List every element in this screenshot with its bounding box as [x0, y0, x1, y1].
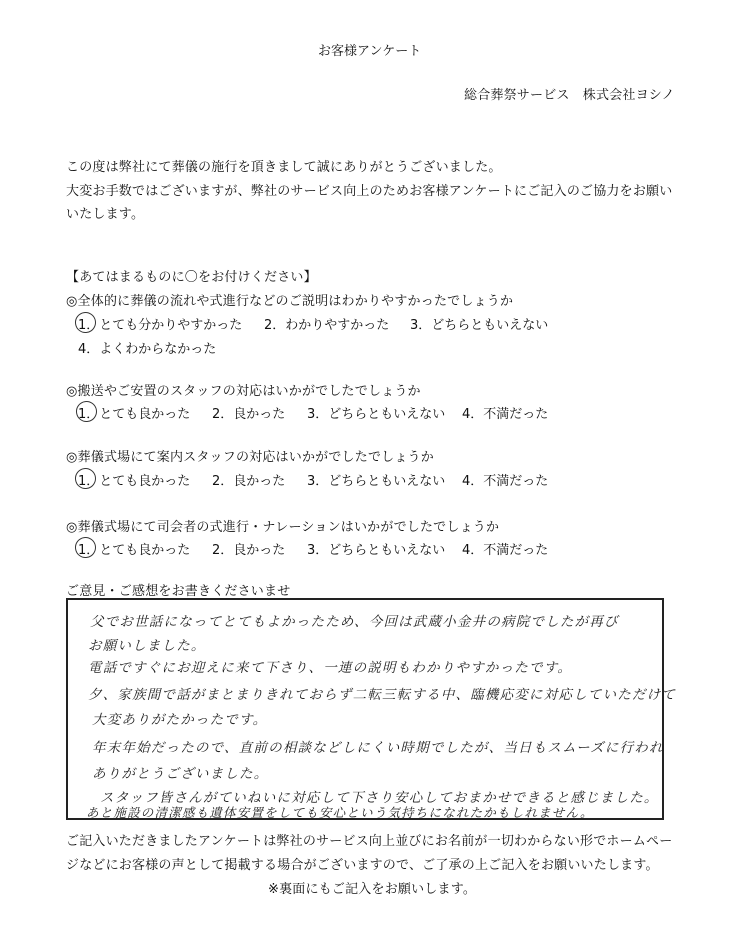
comment-line-2: お願いしました。 [88, 638, 206, 654]
q4-option-1[interactable]: 1．とても良かった [78, 543, 191, 558]
question-2-text: ◎搬送やご安置のスタッフの対応はいかがでしたでしょうか [66, 384, 421, 399]
comment-line-8: スタッフ皆さんがていねいに対応して下さり安心しておまかせできると感じました。 [100, 790, 659, 806]
question-3-text: ◎葬儀式場にて案内スタッフの対応はいかがでしたでしょうか [66, 450, 434, 465]
intro-line-1: この度は弊社にて葬儀の施行を頂きまして誠にありがとうございました。 [66, 160, 502, 175]
comment-line-3: 電話ですぐにお迎えに来て下さり、一連の説明もわかりやすかったです。 [88, 660, 573, 676]
q1-option-1[interactable]: 1．とても分かりやすかった [78, 318, 243, 333]
instruction: 【あてはまるものに〇をお付けください】 [66, 270, 317, 285]
q4-option-3[interactable]: 3．どちらともいえない [307, 543, 446, 558]
q2-option-3[interactable]: 3．どちらともいえない [307, 407, 446, 422]
q3-option-2[interactable]: 2．良かった [212, 474, 286, 489]
question-1-text: ◎全体的に葬儀の流れや式進行などのご説明はわかりやすかったでしょうか [66, 294, 514, 309]
footer-line-2: ジなどにお客様の声として掲載する場合がございますので、ご了承の上ご記入をお願いいたします。 [66, 858, 659, 873]
company-name: 総合葬祭サービス 株式会社ヨシノ [464, 88, 675, 103]
q4-option-4[interactable]: 4．不満だった [462, 543, 549, 558]
q1-option-3[interactable]: 3．どちらともいえない [410, 318, 549, 333]
comments-label: ご意見・ご感想をお書きくださいませ [66, 584, 291, 599]
comment-line-6: 年末年始だったので、直前の相談などしにくい時期でしたが、当日もスムーズに行われ [92, 740, 664, 756]
q1-option-2[interactable]: 2．わかりやすかった [264, 318, 390, 333]
comment-line-7: ありがとうございました。 [92, 766, 269, 782]
q3-option-3[interactable]: 3．どちらともいえない [307, 474, 446, 489]
intro-line-3: いたします。 [66, 207, 145, 222]
q2-option-1[interactable]: 1．とても良かった [78, 407, 191, 422]
comment-line-4: 夕、家族間で話がまとまりきれておらず二転三転する中、臨機応変に対応していただけて [88, 687, 676, 703]
comment-line-5: 大変ありがたかったです。 [92, 712, 268, 728]
comment-line-1: 父でお世話になってとてもよかったため、今回は武蔵小金井の病院でしたが再び [90, 614, 619, 630]
intro-line-2: 大変お手数ではございますが、弊社のサービス向上のためお客様アンケートにご記入のご協力をお願い [66, 184, 673, 199]
q2-option-4[interactable]: 4．不満だった [462, 407, 549, 422]
back-note: ※裏面にもご記入をお願いします。 [268, 882, 477, 897]
q3-option-1[interactable]: 1．とても良かった [78, 474, 191, 489]
question-4-text: ◎葬儀式場にて司会者の式進行・ナレーションはいかがでしたでしょうか [66, 520, 500, 535]
q4-option-2[interactable]: 2．良かった [212, 543, 286, 558]
page-title: お客様アンケート [318, 44, 422, 59]
q3-option-4[interactable]: 4．不満だった [462, 474, 549, 489]
q2-option-2[interactable]: 2．良かった [212, 407, 286, 422]
footer-line-1: ご記入いただきましたアンケートは弊社のサービス向上並びにお名前が一切わからない形でホームペー [66, 834, 673, 849]
q1-option-4[interactable]: 4．よくわからなかった [78, 342, 217, 357]
comment-line-9: あと施設の清潔感も遺体安置をしても安心という気持ちになれたかもしれません。 [86, 805, 594, 820]
